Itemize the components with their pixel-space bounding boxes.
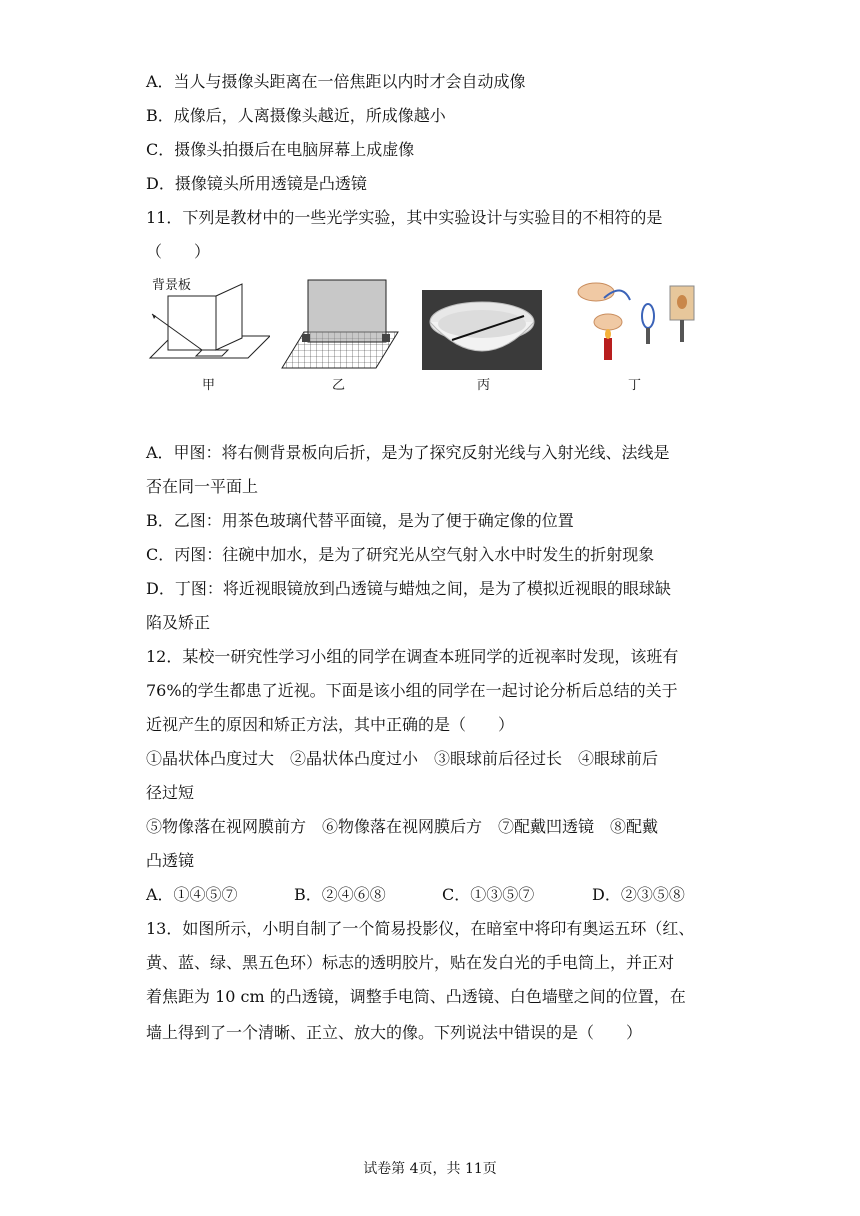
q13-line1: 13．如图所示，小明自制了一个简易投影仪，在暗室中将印有奥运五环（红、 (146, 919, 695, 938)
q12-line2: 76%的学生都患了近视。下面是该小组的同学在一起讨论分析后总结的关于 (146, 681, 678, 700)
page-footer: 试卷第 4页，共 11页 (363, 1161, 497, 1177)
q11-stem: 11．下列是教材中的一些光学实验，其中实验设计与实验目的不相符的是 (146, 208, 663, 227)
q13-line2: 黄、蓝、绿、黑五色环）标志的透明胶片，贴在发白光的手电筒上，并正对 (146, 953, 675, 972)
figure-bing (422, 290, 542, 370)
q12-option-b: B．②④⑥⑧ (294, 885, 386, 904)
q12-line7: 凸透镜 (146, 851, 195, 870)
q10-option-b: B．成像后，人离摄像头越近，所成像越小 (146, 106, 446, 125)
q12-line1: 12．某校一研究性学习小组的同学在调查本班同学的近视率时发现，该班有 (146, 647, 679, 666)
caption-yi: 乙 (332, 378, 346, 393)
q12-line5: 径过短 (146, 783, 195, 802)
caption-jia: 甲 (202, 378, 216, 393)
q12-option-d: D．②③⑤⑧ (592, 885, 685, 904)
caption-ding: 丁 (628, 378, 642, 393)
caption-bing: 丙 (477, 378, 491, 393)
q10-option-c: C．摄像头拍摄后在电脑屏幕上成虚像 (146, 140, 415, 159)
q12-option-c: C．①③⑤⑦ (442, 885, 535, 904)
q11-option-b: B．乙图：用茶色玻璃代替平面镜，是为了便于确定像的位置 (146, 511, 574, 530)
q12-options-row (146, 885, 706, 905)
q10-option-a: A．当人与摄像头距离在一倍焦距以内时才会自动成像 (146, 72, 526, 91)
q11-option-a-line1: A．甲图：将右侧背景板向后折，是为了探究反射光线与入射光线、法线是 (146, 443, 670, 462)
q10-option-d: D．摄像镜头所用透镜是凸透镜 (146, 174, 367, 193)
q13-line3: 着焦距为 10 cm 的凸透镜，调整手电筒、凸透镜、白色墙壁之间的位置，在 (146, 987, 686, 1006)
q12-line3: 近视产生的原因和矫正方法，其中正确的是（ ） (146, 715, 515, 734)
q11-option-d-line2: 陷及矫正 (146, 613, 211, 632)
figure-yi (280, 278, 400, 370)
q11-option-c: C．丙图：往碗中加水，是为了研究光从空气射入水中时发生的折射现象 (146, 545, 655, 564)
q11-option-d-line1: D．丁图：将近视眼镜放到凸透镜与蜡烛之间，是为了模拟近视眼的眼球缺 (146, 579, 671, 598)
q12-option-a: A．①④⑤⑦ (146, 885, 238, 904)
q11-blank: （ ） (146, 242, 211, 261)
figure-ding (574, 278, 698, 370)
q13-line4: 墙上得到了一个清晰、正立、放大的像。下列说法中错误的是（ ） (146, 1023, 643, 1042)
q12-line4: ①晶状体凸度过大 ②晶状体凸度过小 ③眼球前后径过长 ④眼球前后 (146, 749, 659, 768)
q11-option-a-line2: 否在同一平面上 (146, 477, 259, 496)
q12-line6: ⑤物像落在视网膜前方 ⑥物像落在视网膜后方 ⑦配戴凹透镜 ⑧配戴 (146, 817, 659, 836)
figure-label-board: 背景板 (152, 278, 192, 293)
